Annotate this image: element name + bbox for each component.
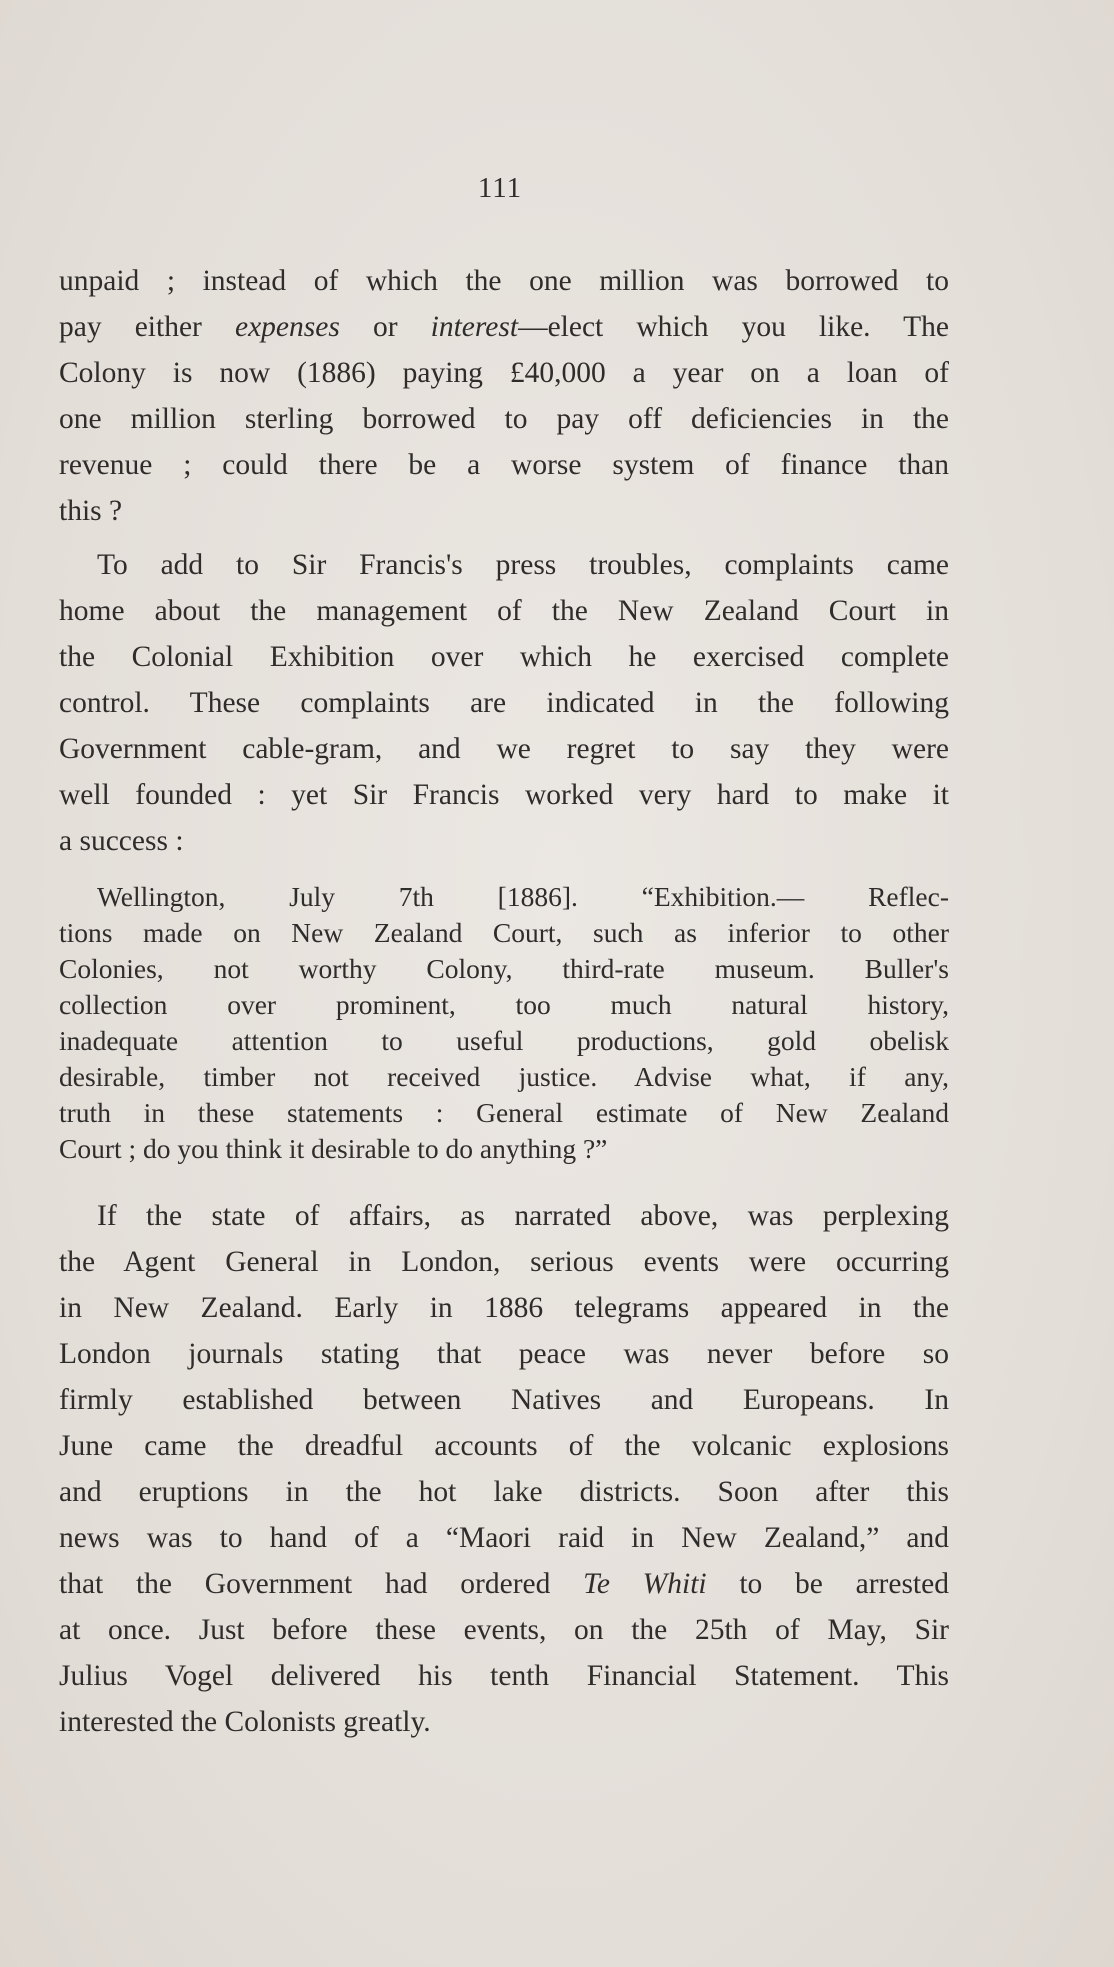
text-line-with-italics xyxy=(59,304,949,350)
text-line-with-italics xyxy=(59,1561,949,1607)
quote-line: collection over prominent, too much natural history, xyxy=(59,989,949,1020)
page-number: 111 xyxy=(477,172,523,204)
text-fragment: —elect which you like. The xyxy=(518,311,949,343)
text-fragment: that the Government had ordered xyxy=(59,1568,584,1600)
italic-word-interest: interest xyxy=(430,311,519,343)
paragraph-3 xyxy=(59,1193,949,1745)
text-line: one million sterling borrowed to pay off deficiencies in the xyxy=(59,403,949,435)
italic-word-expenses: expenses xyxy=(235,311,340,343)
quote-line: Wellington, July 7th [1886]. “Exhibition.— Reflec- xyxy=(97,881,949,912)
text-line: June came the dreadful accounts of the volcanic explosions xyxy=(59,1430,949,1462)
text-line: Government cable-gram, and we regret to say they were xyxy=(59,733,949,765)
text-fragment: or xyxy=(339,311,431,343)
quote-line: truth in these statements : General estimate of New Zealand xyxy=(59,1097,949,1128)
text-line: well founded : yet Sir Francis worked very hard to make it xyxy=(59,779,949,811)
text-line: in New Zealand. Early in 1886 telegrams appeared in the xyxy=(59,1292,949,1324)
text-line: revenue ; could there be a worse system of finance than xyxy=(59,449,949,481)
text-line: firmly established between Natives and Europeans. In xyxy=(59,1384,949,1416)
text-line: a success : xyxy=(59,825,184,857)
text-line: and eruptions in the hot lake districts. Soon after this xyxy=(59,1476,949,1508)
text-line: the Agent General in London, serious events were occurring xyxy=(59,1246,949,1278)
text-line: news was to hand of a “Maori raid in New Zealand,” and xyxy=(59,1522,949,1554)
quote-line: tions made on New Zealand Court, such as inferior to other xyxy=(59,917,949,948)
text-fragment: to be arrested xyxy=(706,1568,949,1600)
italic-name-te-whiti: Te Whiti xyxy=(583,1568,707,1600)
quote-line: desirable, timber not received justice. Advise what, if any, xyxy=(59,1061,949,1092)
text-line: interested the Colonists greatly. xyxy=(59,1706,431,1738)
quote-line: Colonies, not worthy Colony, third-rate museum. Buller's xyxy=(59,953,949,984)
paragraph-1 xyxy=(59,258,949,534)
text-line: this ? xyxy=(59,495,123,527)
quote-line: inadequate attention to useful productions, gold obelisk xyxy=(59,1025,949,1056)
text-line: London journals stating that peace was never before so xyxy=(59,1338,949,1370)
cablegram-quote xyxy=(59,879,949,1167)
text-line: control. These complaints are indicated in the following xyxy=(59,687,949,719)
text-line: To add to Sir Francis's press troubles, complaints came xyxy=(97,549,949,581)
paragraph-2 xyxy=(59,542,949,864)
text-line: unpaid ; instead of which the one million was borrowed to xyxy=(59,265,949,297)
text-line: home about the management of the New Zealand Court in xyxy=(59,595,949,627)
text-line: at once. Just before these events, on the 25th of May, Sir xyxy=(59,1614,949,1646)
text-line: the Colonial Exhibition over which he exercised complete xyxy=(59,641,949,673)
text-line: Julius Vogel delivered his tenth Financial Statement. This xyxy=(59,1660,949,1692)
quote-line: Court ; do you think it desirable to do anything ?” xyxy=(59,1133,608,1164)
text-fragment: pay either xyxy=(59,311,235,343)
text-line: If the state of affairs, as narrated above, was perplexing xyxy=(97,1200,949,1232)
text-line: Colony is now (1886) paying £40,000 a year on a loan of xyxy=(59,357,949,389)
